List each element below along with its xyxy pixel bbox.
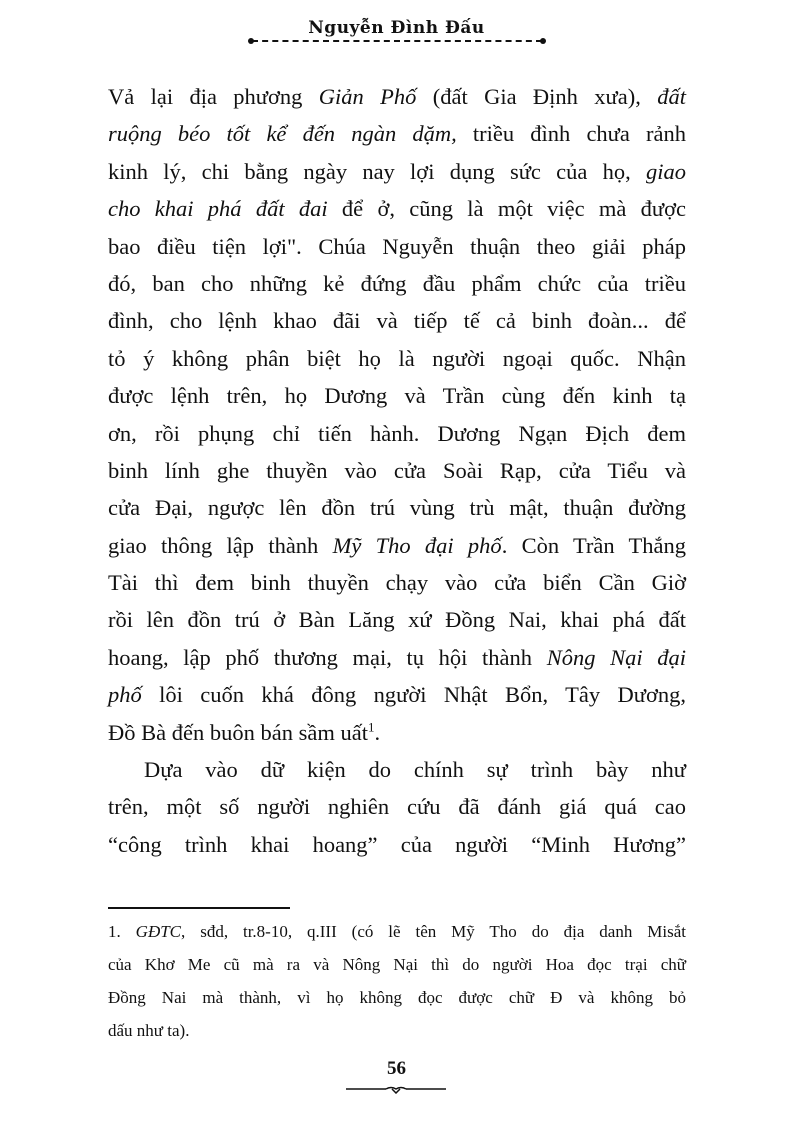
text-line xyxy=(108,676,686,713)
text-run: được lệnh trên, họ Dương và Trần cùng đến kinh tạ xyxy=(108,383,686,409)
text-line xyxy=(108,377,686,414)
italic-text: GĐTC xyxy=(135,922,182,941)
text-run: cửa Đại, ngược lên đồn trú vùng trù mật, thuận đường xyxy=(108,495,686,521)
text-line xyxy=(108,153,686,190)
text-run: đình, cho lệnh khao đãi và tiếp tế cả binh đoàn... để xyxy=(108,308,686,334)
footnotes xyxy=(108,915,686,1047)
text-run: binh lính ghe thuyền vào cửa Soài Rạp, cửa Tiểu và xyxy=(108,457,686,483)
footnote-line xyxy=(108,981,686,1014)
text-line xyxy=(108,115,686,152)
text-run: Đồ Bà đến buôn bán sầm uất xyxy=(108,719,368,745)
italic-text: ruộng béo tốt kể đến ngàn dặm, xyxy=(108,121,457,147)
text-run: . Còn Trần Thắng xyxy=(501,532,687,558)
italic-text: Giản Phố xyxy=(318,84,417,109)
text-run: . xyxy=(374,719,381,745)
italic-text: đất xyxy=(657,84,686,109)
italic-text: giao xyxy=(645,158,686,184)
text-run: tỏ ý không phân biệt họ là người ngoại quốc. Nhận xyxy=(108,345,686,371)
italic-text: phố xyxy=(108,682,142,708)
text-line xyxy=(108,228,686,265)
page-ornament-icon xyxy=(346,1086,446,1094)
italic-text: cho khai phá đất đai xyxy=(108,196,328,222)
footnote-line xyxy=(108,1014,686,1047)
text-run: đó, ban cho những kẻ đứng đầu phẩm chức của triều xyxy=(108,270,686,296)
footnote-line xyxy=(108,915,686,948)
footnote-line xyxy=(108,948,686,981)
text-line xyxy=(108,452,686,489)
text-run: trên, một số người nghiên cứu đã đánh giá quá cao xyxy=(108,794,686,820)
text-line xyxy=(108,788,686,825)
text-run: triều đình chưa rảnh xyxy=(456,121,686,147)
text-run: của Khơ Me cũ mà ra và Nông Nại thì do người Hoa đọc trại chữ xyxy=(108,955,686,974)
text-line xyxy=(108,415,686,452)
italic-text: Nông Nại đại xyxy=(546,644,686,670)
text-line xyxy=(108,751,686,788)
text-run: Vả lại địa phương xyxy=(108,84,319,109)
text-line xyxy=(108,265,686,302)
running-header xyxy=(0,18,793,38)
text-line xyxy=(108,826,686,863)
text-run: Tài thì đem binh thuyền chạy vào cửa biển Cần Giờ xyxy=(108,570,686,596)
text-run: hoang, lập phố thương mại, tụ hội thành xyxy=(108,644,547,670)
text-run: (đất Gia Định xưa), xyxy=(416,84,658,109)
text-line xyxy=(108,564,686,601)
body-text xyxy=(108,78,686,863)
text-line xyxy=(108,639,686,676)
header-divider xyxy=(252,40,542,42)
text-line xyxy=(108,302,686,339)
text-run: 1. xyxy=(108,922,136,941)
italic-text: Mỹ Tho đại phố xyxy=(332,532,502,558)
footnote-ref: 1 xyxy=(367,719,375,735)
text-run: rồi lên đồn trú ở Bàn Lăng xứ Đồng Nai, khai phá đất xyxy=(108,607,686,633)
text-line xyxy=(108,714,686,751)
footnote-divider xyxy=(108,907,290,909)
text-run: Đồng Nai mà thành, vì họ không đọc được chữ Đ và không bỏ xyxy=(108,988,686,1007)
page-number: 56 xyxy=(387,1058,406,1079)
text-run: ơn, rồi phụng chỉ tiến hành. Dương Ngạn Địch đem xyxy=(108,420,686,446)
header-author: Nguyễn Đình Đấu xyxy=(308,18,485,38)
text-run: , sđd, tr.8-10, q.III (có lẽ tên Mỹ Tho do địa danh Misắt xyxy=(181,922,686,941)
text-run: dấu như ta). xyxy=(108,1021,190,1040)
text-run: kinh lý, chi bằng ngày nay lợi dụng sức của họ, xyxy=(108,158,646,184)
text-line xyxy=(108,527,686,564)
text-line xyxy=(108,489,686,526)
text-run: giao thông lập thành xyxy=(108,532,333,558)
text-run: bao điều tiện lợi". Chúa Nguyễn thuận theo giải pháp xyxy=(108,233,686,259)
text-run: “công trình khai hoang” của người “Minh Hương” xyxy=(108,831,686,857)
text-run: lôi cuốn khá đông người Nhật Bổn, Tây Dương, xyxy=(141,682,686,708)
text-line xyxy=(108,78,686,115)
text-line xyxy=(108,190,686,227)
text-run: để ở, cũng là một việc mà được xyxy=(327,196,686,222)
text-line xyxy=(108,601,686,638)
text-line xyxy=(108,340,686,377)
text-run: Dựa vào dữ kiện do chính sự trình bày như xyxy=(144,757,686,783)
